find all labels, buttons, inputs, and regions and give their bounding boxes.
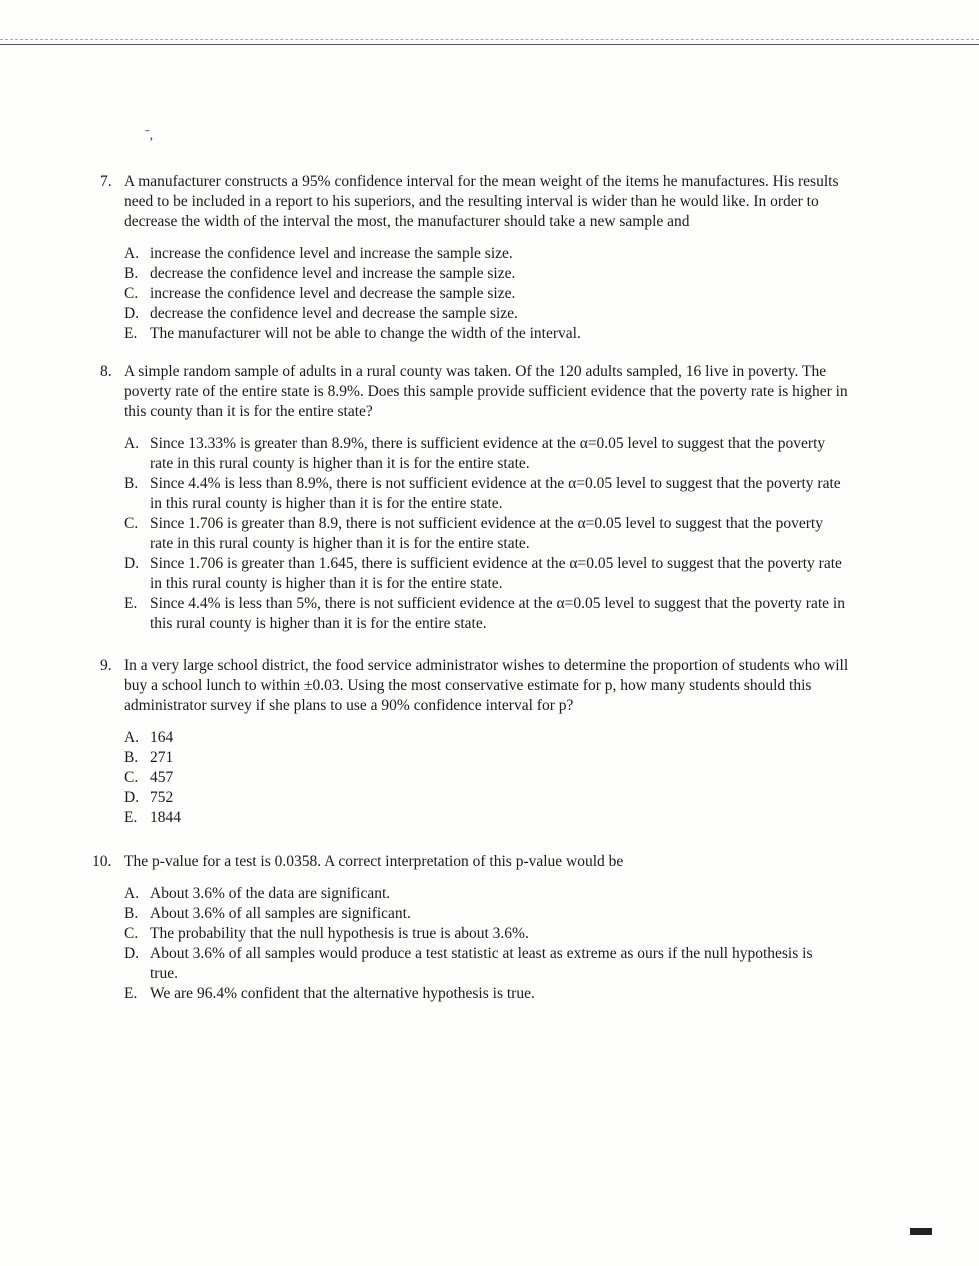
choice-letter: A. [124,885,140,902]
choice-e [124,594,850,634]
choice-letter: B. [124,749,139,766]
choice-a [124,728,850,748]
choice-letter: C. [124,925,139,942]
choice-text: We are 96.4% confident that the alternative hypothesis is true. [150,985,535,1002]
question-number: 9. [100,657,112,674]
choice-letter: D. [124,305,140,322]
answer-choices [124,884,842,1004]
choice-letter: D. [124,945,140,962]
question-stem: In a very large school district, the food service administrator wishes to determine the proportion of students who will buy a school lunch to within ±0.03. Using the most conservative estimate for p, how many students should this administrator survey if she plans to use a 90% confidence interval for p? [124,657,849,714]
choice-text: About 3.6% of all samples would produce a test statistic at least as extreme as ours if the null hypothesis is true. [150,945,813,982]
choice-text: decrease the confidence level and increase the sample size. [150,265,516,282]
choice-text: The probability that the null hypothesis is true is about 3.6%. [150,925,529,942]
choice-c [124,284,850,304]
choice-letter: A. [124,729,140,746]
choice-d [124,554,850,594]
choice-letter: B. [124,905,139,922]
choice-letter: A. [124,435,140,452]
question-7 [100,172,850,344]
question-10 [92,852,842,1004]
choice-text: The manufacturer will not be able to change the width of the interval. [150,325,581,342]
choice-text: Since 1.706 is greater than 1.645, there is sufficient evidence at the α=0.05 level to suggest that the poverty rate in this rural county is higher than it is for the entire state. [150,555,842,592]
choice-letter: B. [124,475,139,492]
scan-corner-mark [910,1228,932,1235]
choice-b [124,748,850,768]
choice-letter: B. [124,265,139,282]
choice-text: 1844 [150,809,181,826]
choice-text: increase the confidence level and decrease the sample size. [150,285,516,302]
choice-letter: C. [124,285,139,302]
question-stem: A manufacturer constructs a 95% confidence interval for the mean weight of the items he manufactures. His results need to be included in a report to his superiors, and the resulting interval is wider than he would like. In order to decrease the width of the interval the most, the manufacturer should take a new sample and [124,173,839,230]
choice-e [124,808,850,828]
choice-c [124,768,850,788]
choice-a [124,434,850,474]
choice-letter: E. [124,325,138,342]
question-number: 10. [92,853,112,870]
choice-letter: D. [124,555,140,572]
choice-letter: D. [124,789,140,806]
choice-e [124,984,842,1004]
question-number: 7. [100,173,112,190]
choice-letter: E. [124,595,138,612]
choice-letter: A. [124,245,140,262]
question-stem: The p-value for a test is 0.0358. A correct interpretation of this p-value would be [124,853,624,870]
choice-text: increase the confidence level and increase the sample size. [150,245,513,262]
choice-text: decrease the confidence level and decrease the sample size. [150,305,518,322]
choice-text: 752 [150,789,174,806]
choice-b [124,474,850,514]
question-8 [100,362,850,634]
choice-b [124,904,842,924]
choice-text: Since 4.4% is less than 8.9%, there is not sufficient evidence at the α=0.05 level to suggest that the poverty rate in this rural county is higher than it is for the entire state. [150,475,841,512]
choice-letter: C. [124,515,139,532]
choice-text: Since 1.706 is greater than 8.9, there is not sufficient evidence at the α=0.05 level to suggest that the poverty rate in this rural county is higher than it is for the entire state. [150,515,823,552]
choice-a [124,884,842,904]
choice-letter: E. [124,985,138,1002]
choice-text: Since 4.4% is less than 5%, there is not sufficient evidence at the α=0.05 level to suggest that the poverty rate in this rural county is higher than it is for the entire state. [150,595,845,632]
choice-d [124,788,850,808]
scan-edge-line [0,44,979,45]
choice-d [124,944,842,984]
scan-artifact-line [0,39,979,40]
stray-pen-mark: ˉ, [145,128,154,143]
choice-d [124,304,850,324]
choice-c [124,514,850,554]
question-9 [100,656,850,828]
choice-a [124,244,850,264]
choice-c [124,924,842,944]
answer-choices [124,728,850,828]
choice-letter: C. [124,769,139,786]
choice-text: 457 [150,769,174,786]
choice-text: 164 [150,729,174,746]
choice-text: About 3.6% of all samples are significant. [150,905,411,922]
choice-text: 271 [150,749,174,766]
choice-e [124,324,850,344]
question-stem: A simple random sample of adults in a rural county was taken. Of the 120 adults sampled, 16 live in poverty. The poverty rate of the entire state is 8.9%. Does this sample provide sufficient evidence that the poverty rate is higher in this county than it is for the entire state? [124,363,848,420]
choice-letter: E. [124,809,138,826]
choice-text: About 3.6% of the data are significant. [150,885,391,902]
question-number: 8. [100,363,112,380]
choice-b [124,264,850,284]
answer-choices [124,244,850,344]
choice-text: Since 13.33% is greater than 8.9%, there is sufficient evidence at the α=0.05 level to suggest that the poverty rate in this rural county is higher than it is for the entire state. [150,435,826,472]
answer-choices [124,434,850,634]
